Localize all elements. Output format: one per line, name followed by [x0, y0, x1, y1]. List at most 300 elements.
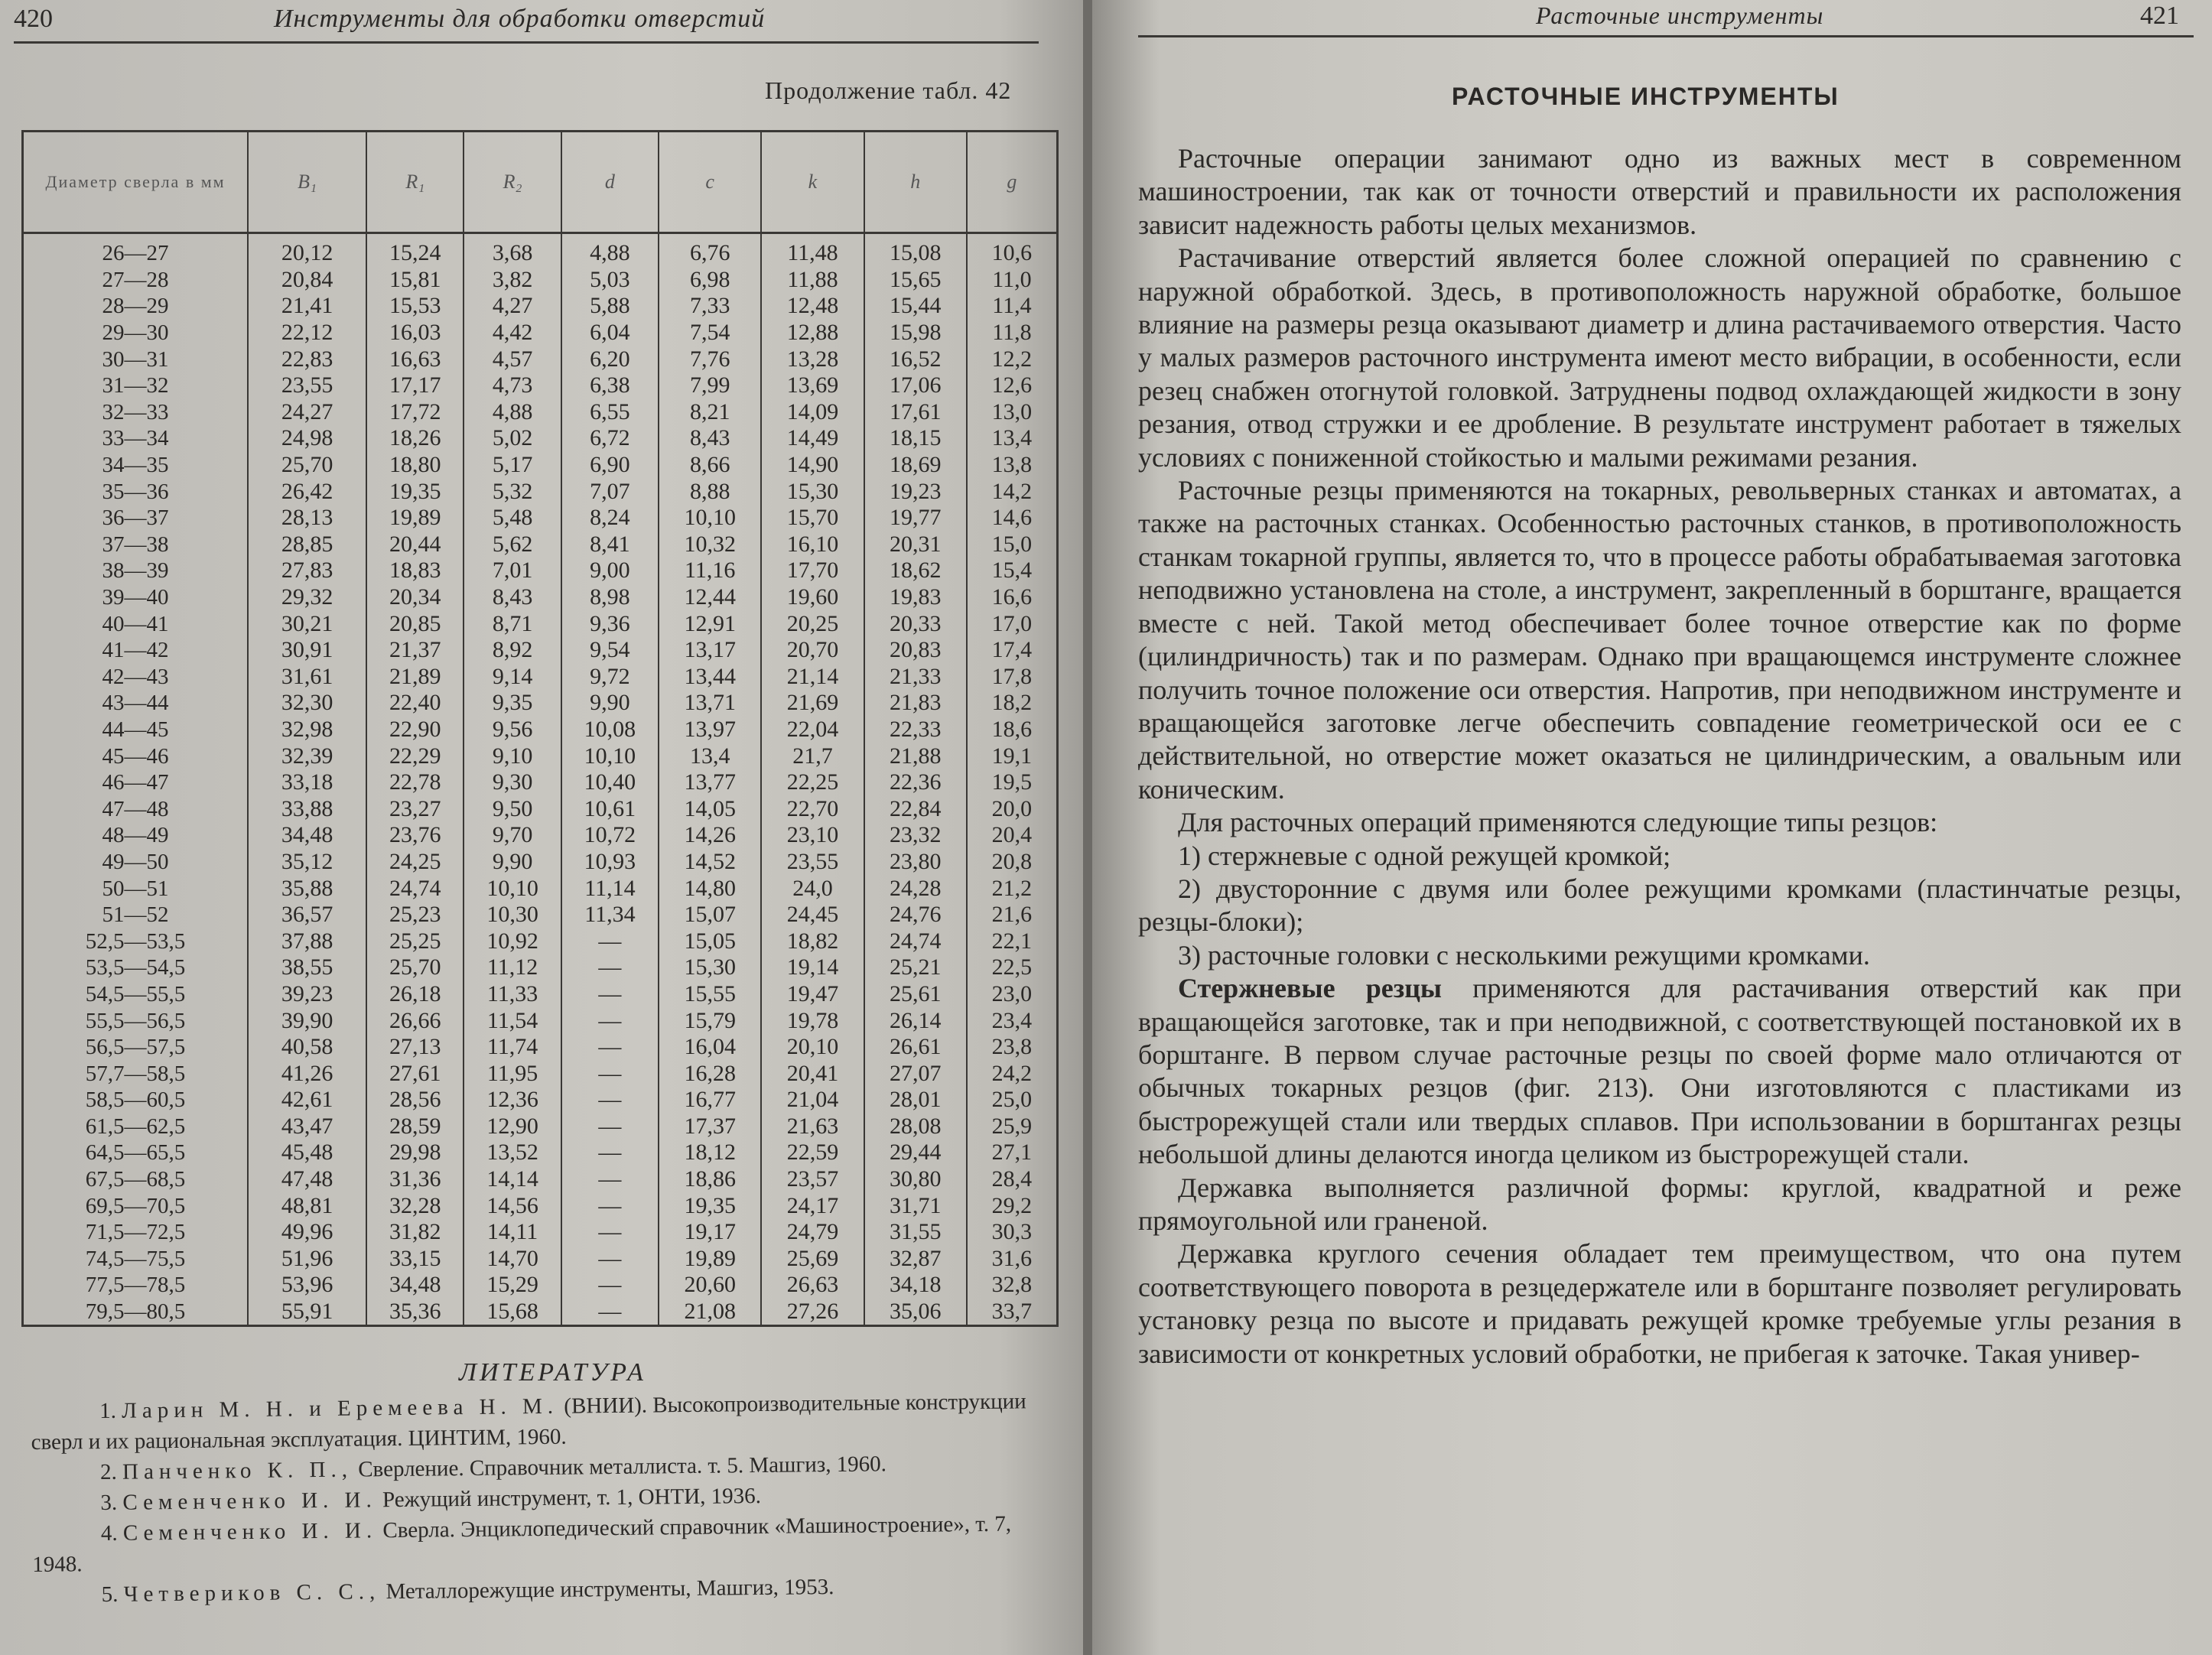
table-cell: 29,2: [967, 1192, 1058, 1219]
table-cell: 33,88: [248, 795, 366, 822]
table-cell: 22,36: [864, 769, 967, 796]
table-cell: 9,35: [464, 690, 561, 717]
table-cell: 9,36: [561, 610, 659, 637]
table-cell: 4,27: [464, 293, 561, 320]
table-cell: 13,52: [464, 1140, 561, 1166]
table-row: [23, 795, 1058, 822]
table-cell: 10,32: [659, 532, 761, 558]
diameter-cell: 54,5—55,5: [23, 981, 249, 1008]
diameter-cell: 74,5—75,5: [23, 1246, 249, 1273]
table-row: [23, 558, 1058, 584]
table-cell: 8,43: [464, 584, 561, 611]
table-cell: 13,28: [761, 346, 864, 372]
table-row: [23, 1034, 1058, 1061]
literature-number: 5.: [101, 1582, 119, 1608]
table-cell: 25,21: [864, 954, 967, 981]
table-cell: 21,04: [761, 1087, 864, 1114]
table-row: [23, 425, 1058, 452]
table-cell: 8,66: [659, 452, 761, 479]
table-cell: —: [561, 1114, 659, 1140]
table-cell: 5,32: [464, 478, 561, 505]
table-cell: 22,78: [366, 769, 464, 796]
table-cell: 47,48: [248, 1166, 366, 1193]
table-cell: 13,69: [761, 372, 864, 399]
table-row: [23, 372, 1058, 399]
table-cell: 20,34: [366, 584, 464, 611]
table-cell: 31,71: [864, 1192, 967, 1219]
diameter-cell: 30—31: [23, 346, 249, 372]
table-cell: 27,83: [248, 558, 366, 584]
table-cell: 16,03: [366, 320, 464, 346]
table-cell: 15,55: [659, 981, 761, 1008]
table-row: [23, 928, 1058, 954]
table-cell: 18,26: [366, 425, 464, 452]
table-cell: 34,48: [248, 822, 366, 849]
table-cell: 40,58: [248, 1034, 366, 1061]
table-cell: 51,96: [248, 1246, 366, 1273]
table-cell: 23,76: [366, 822, 464, 849]
table-cell: 19,78: [761, 1007, 864, 1034]
table-cell: 9,30: [464, 769, 561, 796]
body-text: [1138, 142, 2181, 1370]
table-cell: 13,0: [967, 399, 1058, 426]
right-page: [1092, 0, 2212, 1655]
table-cell: 24,74: [864, 928, 967, 954]
table-cell: 8,24: [561, 505, 659, 532]
table-cell: 43,47: [248, 1114, 366, 1140]
table-header-cell: B₁: [248, 132, 366, 233]
table-cell: 20,0: [967, 795, 1058, 822]
table-cell: —: [561, 1007, 659, 1034]
table-cell: 30,21: [248, 610, 366, 637]
table-cell: 22,33: [864, 717, 967, 743]
table-cell: 25,0: [967, 1087, 1058, 1114]
literature-author: Четвериков С. С.,: [123, 1579, 381, 1607]
diameter-cell: 27—28: [23, 267, 249, 294]
diameter-cell: 31—32: [23, 372, 249, 399]
table-cell: 21,89: [366, 664, 464, 691]
table-cell: 31,82: [366, 1219, 464, 1246]
table-cell: 10,10: [561, 743, 659, 769]
table-cell: 15,81: [366, 267, 464, 294]
table-cell: 17,61: [864, 399, 967, 426]
table-cell: 22,29: [366, 743, 464, 769]
table-cell: 13,8: [967, 452, 1058, 479]
table-cell: 18,69: [864, 452, 967, 479]
literature-author: Ларин М. Н. и Еремеева Н. М.: [122, 1393, 559, 1423]
table-cell: 5,48: [464, 505, 561, 532]
table-row: [23, 822, 1058, 849]
table-cell: 31,36: [366, 1166, 464, 1193]
literature-item: [31, 1386, 1056, 1458]
table-cell: —: [561, 1246, 659, 1273]
table-cell: 16,04: [659, 1034, 761, 1061]
table-cell: 11,14: [561, 875, 659, 902]
table-row: [23, 1246, 1058, 1273]
diameter-cell: 52,5—53,5: [23, 928, 249, 954]
table-cell: 7,76: [659, 346, 761, 372]
table-cell: 19,47: [761, 981, 864, 1008]
table-cell: 30,91: [248, 637, 366, 664]
table-row: [23, 769, 1058, 796]
list-item: 2) двусторонние с двумя или более режущими кромками (пластинчатые резцы, резцы-блоки);: [1138, 873, 2181, 938]
table-cell: 16,28: [659, 1060, 761, 1087]
table-cell: 19,89: [366, 505, 464, 532]
paragraph: Державка круглого сечения обладает тем преимуществом, что она путем соответствующего поворота в резцедержателе или в борштанге позволяет регулировать установку резца по высоте и придавать режущей кромке требуемые углы резания в зависимости от конкретных условий обработки, не прибегая к заточке. Такая универ-: [1138, 1238, 2181, 1369]
table-cell: 20,8: [967, 849, 1058, 876]
table-cell: 13,71: [659, 690, 761, 717]
table-cell: 27,07: [864, 1060, 967, 1087]
table-cell: 21,88: [864, 743, 967, 769]
table-cell: 8,41: [561, 532, 659, 558]
table-cell: 21,7: [761, 743, 864, 769]
table-row: [23, 399, 1058, 426]
table-cell: 22,04: [761, 717, 864, 743]
table-cell: 21,2: [967, 875, 1058, 902]
table-cell: 4,88: [464, 399, 561, 426]
table-cell: 24,27: [248, 399, 366, 426]
table-cell: 6,72: [561, 425, 659, 452]
table-cell: 20,60: [659, 1272, 761, 1299]
table-row: [23, 1192, 1058, 1219]
table-cell: 6,38: [561, 372, 659, 399]
table-cell: 19,83: [864, 584, 967, 611]
diameter-cell: 57,7—58,5: [23, 1060, 249, 1087]
table-row: [23, 1272, 1058, 1299]
literature-text: Сверление. Справочник металлиста. т. 5. Машгиз, 1960.: [358, 1452, 887, 1482]
diameter-cell: 29—30: [23, 320, 249, 346]
table-cell: 35,36: [366, 1299, 464, 1326]
running-header-right: [1138, 2, 2178, 37]
table-row: [23, 1166, 1058, 1193]
table-cell: 26,63: [761, 1272, 864, 1299]
table-cell: 8,88: [659, 478, 761, 505]
table-row: [23, 664, 1058, 691]
table-cell: 17,0: [967, 610, 1058, 637]
table-cell: 25,70: [248, 452, 366, 479]
section-title: РАСТОЧНЫЕ ИНСТРУМЕНТЫ: [1452, 83, 1840, 110]
table-cell: 42,61: [248, 1087, 366, 1114]
table-cell: 24,17: [761, 1192, 864, 1219]
table-cell: —: [561, 1272, 659, 1299]
literature-number: 3.: [100, 1490, 118, 1516]
table-cell: 12,90: [464, 1114, 561, 1140]
literature-item: [32, 1508, 1058, 1580]
table-cell: 23,4: [967, 1007, 1058, 1034]
table-cell: —: [561, 1034, 659, 1061]
table-cell: 19,35: [659, 1192, 761, 1219]
table-cell: 13,4: [659, 743, 761, 769]
table-cell: 28,85: [248, 532, 366, 558]
table-cell: 23,57: [761, 1166, 864, 1193]
table-cell: 9,14: [464, 664, 561, 691]
table-cell: 28,01: [864, 1087, 967, 1114]
table-cell: 19,60: [761, 584, 864, 611]
diameter-cell: 32—33: [23, 399, 249, 426]
table-cell: 26,42: [248, 478, 366, 505]
diameter-cell: 56,5—57,5: [23, 1034, 249, 1061]
table-cell: 35,88: [248, 875, 366, 902]
table-cell: 17,17: [366, 372, 464, 399]
table-cell: 8,92: [464, 637, 561, 664]
table-cell: 23,80: [864, 849, 967, 876]
table-cell: 12,2: [967, 346, 1058, 372]
table-cell: 7,07: [561, 478, 659, 505]
bold-lead: Стержневые резцы: [1178, 973, 1443, 1004]
table-cell: 22,83: [248, 346, 366, 372]
literature-text: Сверла. Энциклопедический справочник «Машиностроение», т. 7, 1948.: [32, 1511, 1012, 1577]
running-header-left: [14, 5, 1039, 40]
table-cell: 22,1: [967, 928, 1058, 954]
table-cell: 6,20: [561, 346, 659, 372]
page-number-right: 421: [2140, 2, 2179, 30]
table-cell: 23,55: [761, 849, 864, 876]
table-header-cell: R₁: [366, 132, 464, 233]
table-cell: 14,52: [659, 849, 761, 876]
paragraph: Державка выполняется различной формы: круглой, квадратной и реже прямоугольной или граненой.: [1138, 1172, 2181, 1236]
table-cell: 30,80: [864, 1166, 967, 1193]
table-cell: 21,69: [761, 690, 864, 717]
table-cell: 14,49: [761, 425, 864, 452]
table-cell: 22,59: [761, 1140, 864, 1166]
table-cell: 17,72: [366, 399, 464, 426]
table-row: [23, 1140, 1058, 1166]
table-cell: 24,74: [366, 875, 464, 902]
table-cell: 32,8: [967, 1272, 1058, 1299]
table-cell: 11,0: [967, 267, 1058, 294]
table-cell: 19,17: [659, 1219, 761, 1246]
table-row: [23, 346, 1058, 372]
table-cell: 8,21: [659, 399, 761, 426]
table-cell: 14,6: [967, 505, 1058, 532]
table-cell: 28,13: [248, 505, 366, 532]
diameter-cell: 44—45: [23, 717, 249, 743]
table-cell: 13,4: [967, 425, 1058, 452]
table-cell: —: [561, 981, 659, 1008]
table-cell: —: [561, 928, 659, 954]
table-header-cell: R₂: [464, 132, 561, 233]
table-row: [23, 584, 1058, 611]
table-cell: 20,84: [248, 267, 366, 294]
table-cell: 3,68: [464, 233, 561, 267]
drill-dimensions-table: [21, 130, 1059, 1327]
diameter-cell: 39—40: [23, 584, 249, 611]
table-cell: 12,91: [659, 610, 761, 637]
table-row: [23, 505, 1058, 532]
table-cell: 15,05: [659, 928, 761, 954]
table-cell: 15,68: [464, 1299, 561, 1326]
table-cell: 24,25: [366, 849, 464, 876]
table-cell: 18,15: [864, 425, 967, 452]
table-cell: 22,84: [864, 795, 967, 822]
diameter-cell: 42—43: [23, 664, 249, 691]
table-cell: 13,77: [659, 769, 761, 796]
table-row: [23, 849, 1058, 876]
table-cell: 15,53: [366, 293, 464, 320]
table-cell: 19,89: [659, 1246, 761, 1273]
table-cell: 21,63: [761, 1114, 864, 1140]
table-cell: 25,70: [366, 954, 464, 981]
table-cell: 12,36: [464, 1087, 561, 1114]
table-cell: 11,16: [659, 558, 761, 584]
diameter-cell: 61,5—62,5: [23, 1114, 249, 1140]
table-cell: 28,56: [366, 1087, 464, 1114]
table-row: [23, 532, 1058, 558]
table-cell: 24,98: [248, 425, 366, 452]
diameter-cell: 26—27: [23, 233, 249, 267]
paragraph: Для расточных операций применяются следующие типы резцов:: [1178, 807, 1938, 838]
table-cell: 28,59: [366, 1114, 464, 1140]
table-cell: 19,77: [864, 505, 967, 532]
table-header-cell: d: [561, 132, 659, 233]
table-cell: 19,5: [967, 769, 1058, 796]
table-cell: 10,10: [659, 505, 761, 532]
table-row: [23, 610, 1058, 637]
table-row: [23, 1087, 1058, 1114]
table-cell: 14,14: [464, 1166, 561, 1193]
table-header-cell: k: [761, 132, 864, 233]
table-cell: 15,08: [864, 233, 967, 267]
table-cell: 3,82: [464, 267, 561, 294]
table-cell: 28,4: [967, 1166, 1058, 1193]
diameter-cell: 45—46: [23, 743, 249, 769]
table-cell: 18,2: [967, 690, 1058, 717]
table-cell: 23,55: [248, 372, 366, 399]
table-cell: 10,72: [561, 822, 659, 849]
table-cell: —: [561, 1192, 659, 1219]
table-cell: 27,1: [967, 1140, 1058, 1166]
table-cell: 14,2: [967, 478, 1058, 505]
table-cell: 7,33: [659, 293, 761, 320]
table-cell: 53,96: [248, 1272, 366, 1299]
table-cell: 19,35: [366, 478, 464, 505]
table-cell: 35,12: [248, 849, 366, 876]
table-cell: 24,76: [864, 902, 967, 928]
literature-author: Семенченко И. И.: [122, 1518, 378, 1546]
table-cell: 10,6: [967, 233, 1058, 267]
table-cell: 29,44: [864, 1140, 967, 1166]
table-cell: 26,18: [366, 981, 464, 1008]
diameter-cell: 34—35: [23, 452, 249, 479]
diameter-cell: 67,5—68,5: [23, 1166, 249, 1193]
table-cell: 20,70: [761, 637, 864, 664]
table-cell: 23,0: [967, 981, 1058, 1008]
table-cell: 7,99: [659, 372, 761, 399]
table-cell: 15,29: [464, 1272, 561, 1299]
list-item: 1) стержневые с одной режущей кромкой;: [1178, 840, 1671, 871]
table-cell: 14,11: [464, 1219, 561, 1246]
table-cell: 9,90: [561, 690, 659, 717]
table-cell: 9,50: [464, 795, 561, 822]
table-cell: 27,61: [366, 1060, 464, 1087]
diameter-cell: 35—36: [23, 478, 249, 505]
table-cell: 9,56: [464, 717, 561, 743]
table-row: [23, 1060, 1058, 1087]
table-cell: 11,4: [967, 293, 1058, 320]
table-cell: 49,96: [248, 1219, 366, 1246]
left-page: [0, 0, 1086, 1655]
literature-number: 1.: [99, 1398, 117, 1424]
table-cell: 7,54: [659, 320, 761, 346]
table-cell: 22,90: [366, 717, 464, 743]
table-cell: 23,8: [967, 1034, 1058, 1061]
diameter-cell: 58,5—60,5: [23, 1087, 249, 1114]
table-cell: 20,33: [864, 610, 967, 637]
literature-title: ЛИТЕРАТУРА: [459, 1358, 646, 1387]
table-cell: 5,88: [561, 293, 659, 320]
table-cell: 19,14: [761, 954, 864, 981]
table-cell: 20,85: [366, 610, 464, 637]
table-cell: 20,4: [967, 822, 1058, 849]
literature-text: (ВНИИ). Высокопроизводительные конструкции сверл и их рациональная эксплуатация. ЦИНТИМ, 1960.: [31, 1389, 1026, 1455]
table-row: [23, 1299, 1058, 1326]
literature-author: Семенченко И. И.: [122, 1488, 377, 1515]
table-cell: 32,28: [366, 1192, 464, 1219]
table-cell: 48,81: [248, 1192, 366, 1219]
header-rule-left: [14, 41, 1039, 44]
running-title-left: Инструменты для обработки отверстий: [274, 5, 766, 33]
table-header-cell: Диаметр сверла в мм: [23, 132, 249, 233]
table-cell: 55,91: [248, 1299, 366, 1326]
table-cell: 25,25: [366, 928, 464, 954]
table-cell: 32,30: [248, 690, 366, 717]
table-body: [23, 233, 1058, 1326]
table-cell: 20,44: [366, 532, 464, 558]
table-cell: 5,03: [561, 267, 659, 294]
list-item: 3) расточные головки с несколькими режущими кромками.: [1178, 939, 1870, 971]
literature-number: 2.: [99, 1459, 117, 1485]
table-cell: 34,48: [366, 1272, 464, 1299]
table-cell: 12,88: [761, 320, 864, 346]
table-row: [23, 981, 1058, 1008]
table-cell: 20,10: [761, 1034, 864, 1061]
table-row: [23, 902, 1058, 928]
table-cell: 32,39: [248, 743, 366, 769]
table-cell: 10,10: [464, 875, 561, 902]
table-cell: 31,55: [864, 1219, 967, 1246]
table-cell: 45,48: [248, 1140, 366, 1166]
table-cell: 10,40: [561, 769, 659, 796]
table-cell: 21,83: [864, 690, 967, 717]
table-cell: 10,93: [561, 849, 659, 876]
table-row: [23, 1114, 1058, 1140]
table-cell: 30,3: [967, 1219, 1058, 1246]
table-continuation-label: Продолжение табл. 42: [765, 76, 1012, 104]
table-cell: 16,63: [366, 346, 464, 372]
table-cell: 22,40: [366, 690, 464, 717]
literature-text: Металлорежущие инструменты, Машгиз, 1953.: [385, 1575, 834, 1605]
table-cell: 4,57: [464, 346, 561, 372]
literature-number: 4.: [100, 1520, 118, 1546]
table-cell: 37,88: [248, 928, 366, 954]
table-cell: 21,41: [248, 293, 366, 320]
table-cell: 29,98: [366, 1140, 464, 1166]
table-cell: 22,25: [761, 769, 864, 796]
table-cell: 25,69: [761, 1246, 864, 1273]
table-cell: 11,33: [464, 981, 561, 1008]
table-cell: 10,92: [464, 928, 561, 954]
table-cell: 24,79: [761, 1219, 864, 1246]
table-cell: 18,80: [366, 452, 464, 479]
table-cell: 9,72: [561, 664, 659, 691]
table-cell: 6,76: [659, 233, 761, 267]
table-cell: 4,88: [561, 233, 659, 267]
table-cell: 18,86: [659, 1166, 761, 1193]
table-header-row: [23, 132, 1058, 233]
table-cell: 13,97: [659, 717, 761, 743]
table-cell: 20,41: [761, 1060, 864, 1087]
diameter-cell: 77,5—78,5: [23, 1272, 249, 1299]
